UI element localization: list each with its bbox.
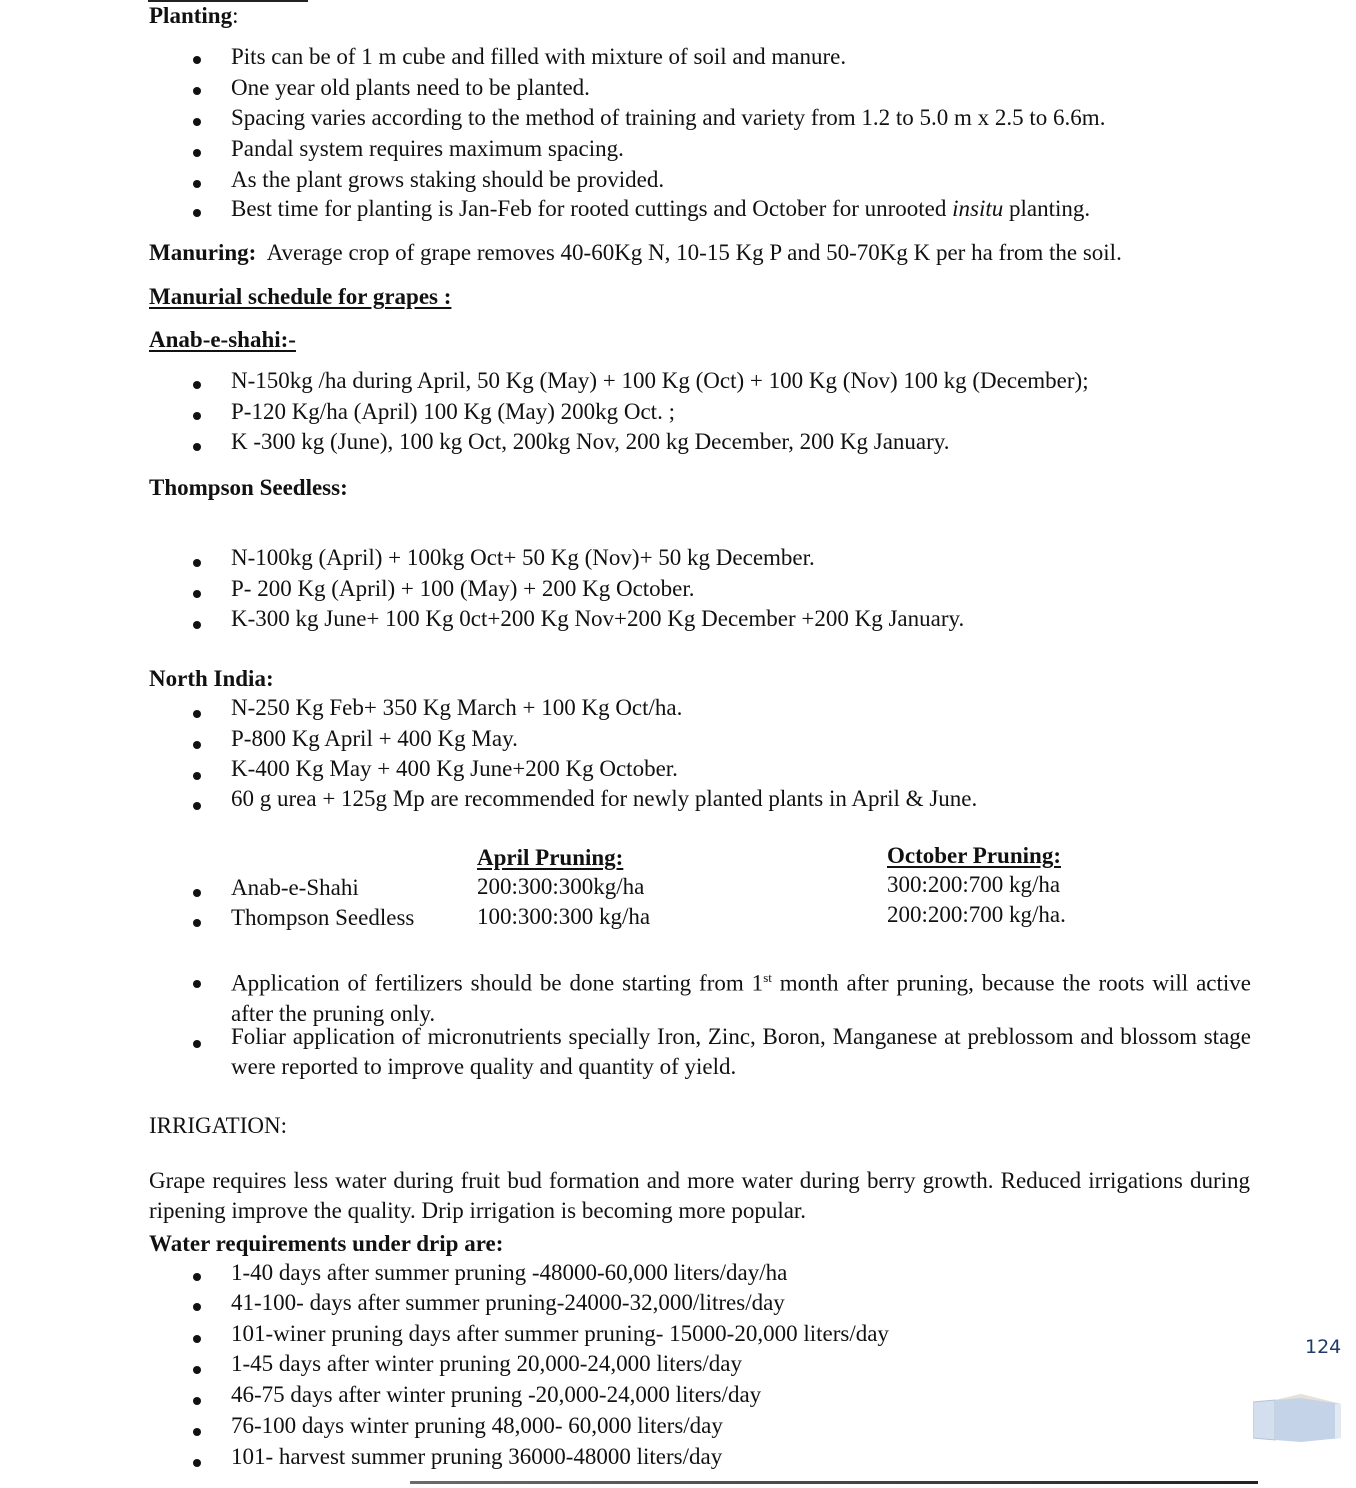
october-pruning-header: October Pruning: — [887, 843, 1061, 868]
water-requirement-item: 41-100- days after summer pruning-24000-32,000/litres/day — [231, 1290, 785, 1315]
water-requirement-item: 46-75 days after winter pruning -20,000-24,000 liters/day — [231, 1382, 762, 1407]
fertilizer-application-note: Application of fertilizers should be done starting from 1st month after pruning, because the roots will active after the pruning only. — [231, 970, 1251, 1026]
north-india-item: N-250 Kg Feb+ 350 Kg March + 100 Kg Oct/ha. — [231, 695, 683, 720]
north-india-item: P-800 Kg April + 400 Kg May. — [231, 726, 518, 751]
bullet-icon — [193, 1397, 201, 1405]
anab-e-shahi-heading: Anab-e-shahi:- — [149, 327, 296, 352]
water-requirement-item: 76-100 days winter pruning 48,000- 60,000 liters/day — [231, 1413, 723, 1438]
planting-item-best-time: Best time for planting is Jan-Feb for rooted cuttings and October for unrooted insitu planting. — [231, 196, 1091, 221]
water-requirements-heading: Water requirements under drip are: — [149, 1231, 504, 1256]
bullet-icon — [193, 180, 201, 188]
page-number: 124 — [1305, 1336, 1342, 1358]
irrigation-heading: IRRIGATION: — [149, 1113, 287, 1138]
april-pruning-value: 100:300:300 kg/ha — [477, 904, 651, 929]
planting-heading: Planting: — [149, 3, 239, 28]
manuring-paragraph: Manuring: Average crop of grape removes 40-60Kg N, 10-15 Kg P and 50-70Kg K per ha from the soil. — [149, 240, 1122, 265]
anab-item: K -300 kg (June), 100 kg Oct, 200kg Nov, 200 kg December, 200 Kg January. — [231, 429, 950, 454]
planting-item: Pandal system requires maximum spacing. — [231, 136, 624, 161]
bullet-icon — [193, 381, 201, 389]
bullet-icon — [193, 1459, 201, 1467]
water-requirement-item: 1-45 days after winter pruning 20,000-24,000 liters/day — [231, 1351, 742, 1376]
april-pruning-value: 200:300:300kg/ha — [477, 874, 645, 899]
planting-item: Pits can be of 1 m cube and filled with mixture of soil and manure. — [231, 44, 847, 69]
bullet-icon — [193, 1303, 201, 1311]
bullet-icon — [193, 87, 201, 95]
bullet-icon — [193, 412, 201, 420]
bullet-icon — [193, 1040, 201, 1048]
bullet-icon — [193, 710, 201, 718]
irrigation-paragraph: Grape requires less water during fruit bud formation and more water during berry growth. Reduced irrigations during ripening improve the quality. Drip irrigation is becoming more popular. — [149, 1168, 1250, 1223]
manurial-schedule-heading: Manurial schedule for grapes : — [149, 284, 452, 309]
bullet-icon — [193, 980, 201, 988]
north-india-item: K-400 Kg May + 400 Kg June+200 Kg October. — [231, 756, 678, 781]
north-india-heading: North India: — [149, 666, 274, 691]
bullet-icon — [193, 1335, 201, 1343]
bullet-icon — [193, 118, 201, 126]
foliar-application-note: Foliar application of micronutrients specially Iron, Zinc, Boron, Manganese at preblossom and blossom stage were reported to improve quality and quantity of yield. — [231, 1024, 1251, 1079]
anab-item: N-150kg /ha during April, 50 Kg (May) + 100 Kg (Oct) + 100 Kg (Nov) 100 kg (December); — [231, 368, 1089, 393]
thompson-item: P- 200 Kg (April) + 100 (May) + 200 Kg October. — [231, 576, 695, 601]
planting-item: Spacing varies according to the method of training and variety from 1.2 to 5.0 m x 2.5 to 6.6m. — [231, 105, 1106, 130]
bullet-icon — [193, 1428, 201, 1436]
water-requirement-item: 101-winer pruning days after summer pruning- 15000-20,000 liters/day — [231, 1321, 889, 1346]
bullet-icon — [193, 621, 201, 629]
october-pruning-value: 200:200:700 kg/ha. — [887, 902, 1066, 927]
bullet-icon — [193, 209, 201, 217]
bullet-icon — [193, 1273, 201, 1281]
water-requirement-item: 101- harvest summer pruning 36000-48000 liters/day — [231, 1444, 723, 1469]
thompson-item: K-300 kg June+ 100 Kg 0ct+200 Kg Nov+200 Kg December +200 Kg January. — [231, 606, 965, 631]
planting-item: One year old plants need to be planted. — [231, 75, 590, 100]
april-pruning-header: April Pruning: — [477, 845, 624, 870]
october-pruning-value: 300:200:700 kg/ha — [887, 872, 1061, 897]
planting-item: As the plant grows staking should be provided. — [231, 167, 665, 192]
bullet-icon — [193, 772, 201, 780]
water-requirement-item: 1-40 days after summer pruning -48000-60,000 liters/day/ha — [231, 1260, 788, 1285]
north-india-item: 60 g urea + 125g Mp are recommended for newly planted plants in April & June. — [231, 786, 978, 811]
bottom-rule — [410, 1481, 1258, 1484]
bullet-icon — [193, 56, 201, 64]
bullet-icon — [193, 149, 201, 157]
pruning-variety: Thompson Seedless — [231, 905, 415, 930]
bullet-icon — [193, 443, 201, 451]
anab-item: P-120 Kg/ha (April) 100 Kg (May) 200kg Oct. ; — [231, 399, 675, 424]
bullet-icon — [193, 1366, 201, 1374]
bullet-icon — [193, 889, 201, 897]
bullet-icon — [193, 919, 201, 927]
bullet-icon — [193, 559, 201, 567]
bullet-icon — [193, 741, 201, 749]
thompson-item: N-100kg (April) + 100kg Oct+ 50 Kg (Nov)+ 50 kg December. — [231, 545, 815, 570]
thompson-seedless-heading: Thompson Seedless: — [149, 475, 348, 500]
page-tab-icon — [1253, 1394, 1341, 1444]
pruning-variety: Anab-e-Shahi — [231, 875, 359, 900]
bullet-icon — [193, 802, 201, 810]
bullet-icon — [193, 590, 201, 598]
